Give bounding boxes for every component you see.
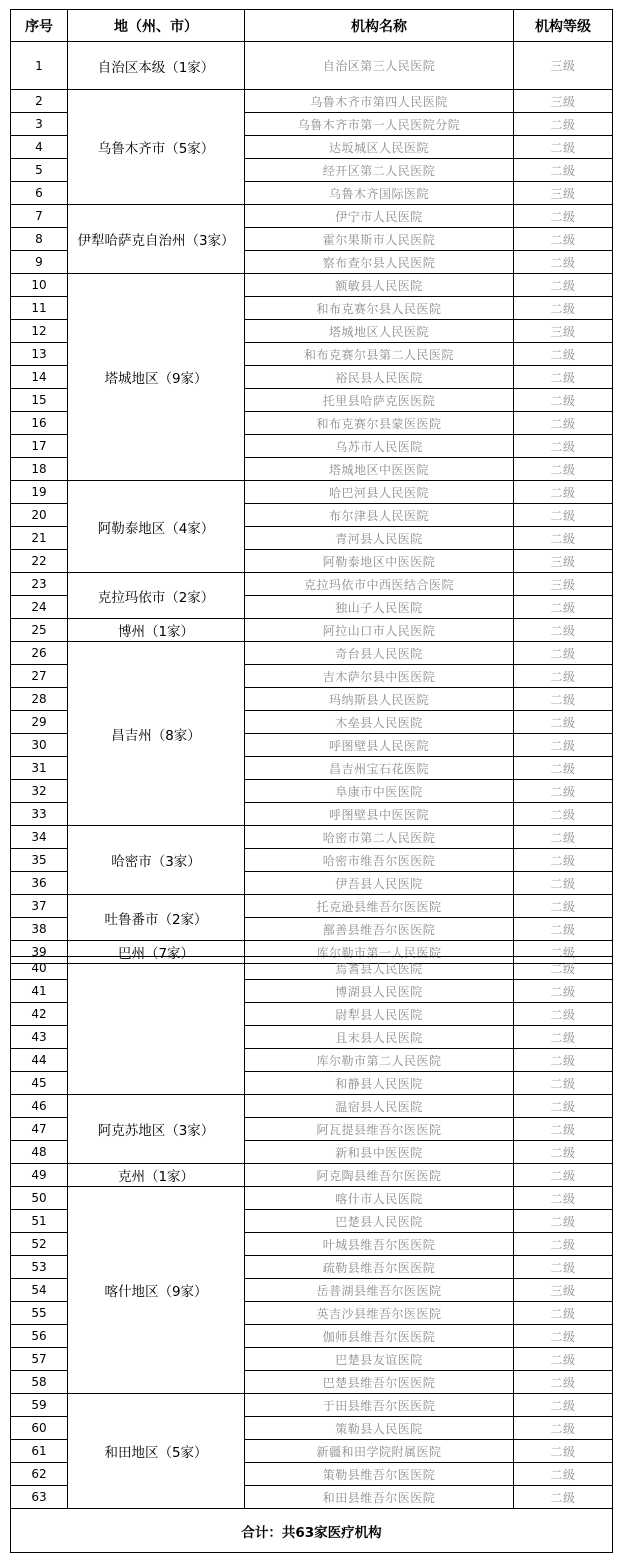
- institution-name: 达坂城区人民医院: [245, 136, 514, 159]
- row-index: 28: [11, 688, 68, 711]
- institution-name: 昌吉州宝石花医院: [245, 757, 514, 780]
- region-cell: 哈密市（3家）: [68, 826, 245, 895]
- region-cell: 和田地区（5家）: [68, 1394, 245, 1509]
- institution-name: 且末县人民医院: [245, 1026, 514, 1049]
- row-index: 37: [11, 895, 68, 918]
- region-cell: 巴州（7家）: [68, 941, 245, 964]
- table-row: [11, 1187, 613, 1210]
- institution-name: 塔城地区中医医院: [245, 458, 514, 481]
- institution-name: 自治区第三人民医院: [245, 42, 514, 90]
- institution-level: 二级: [514, 1187, 613, 1210]
- row-index: 19: [11, 481, 68, 504]
- row-index: 23: [11, 573, 68, 596]
- institution-level: 二级: [514, 1256, 613, 1279]
- institution-level: 二级: [514, 136, 613, 159]
- row-index: 5: [11, 159, 68, 182]
- institution-level: 二级: [514, 895, 613, 918]
- row-index: 8: [11, 228, 68, 251]
- row-index: 36: [11, 872, 68, 895]
- institution-level: 二级: [514, 1026, 613, 1049]
- row-index: 42: [11, 1003, 68, 1026]
- row-index: 25: [11, 619, 68, 642]
- institution-name: 阿瓦提县维吾尔医医院: [245, 1118, 514, 1141]
- header-row: [11, 10, 613, 42]
- region-cell: 乌鲁木齐市（5家）: [68, 90, 245, 205]
- row-index: 21: [11, 527, 68, 550]
- row-index: 51: [11, 1210, 68, 1233]
- row-index: 56: [11, 1325, 68, 1348]
- institution-level: 二级: [514, 412, 613, 435]
- institution-name: 新疆和田学院附属医院: [245, 1440, 514, 1463]
- institution-level: 二级: [514, 1164, 613, 1187]
- row-index: 52: [11, 1233, 68, 1256]
- table-row: [11, 642, 613, 665]
- header-index: 序号: [11, 10, 68, 42]
- institution-level: 三级: [514, 573, 613, 596]
- row-index: 31: [11, 757, 68, 780]
- institution-level: 二级: [514, 711, 613, 734]
- institution-level: 二级: [514, 205, 613, 228]
- table-row: [11, 481, 613, 504]
- institution-name: 巴楚县人民医院: [245, 1210, 514, 1233]
- institution-level: 二级: [514, 1440, 613, 1463]
- institution-level: 二级: [514, 596, 613, 619]
- region-cell: 吐鲁番市（2家）: [68, 895, 245, 941]
- region-cell: 昌吉州（8家）: [68, 642, 245, 826]
- row-index: 54: [11, 1279, 68, 1302]
- institution-name: 布尔津县人民医院: [245, 504, 514, 527]
- institution-name: 托克逊县维吾尔医医院: [245, 895, 514, 918]
- table-row: [11, 619, 613, 642]
- institution-level: 三级: [514, 182, 613, 205]
- institution-name: 鄯善县维吾尔医医院: [245, 918, 514, 941]
- row-index: 7: [11, 205, 68, 228]
- header-level: 机构等级: [514, 10, 613, 42]
- institution-name: 呼图壁县中医医院: [245, 803, 514, 826]
- institution-name: 克拉玛依市中西医结合医院: [245, 573, 514, 596]
- institution-level: 二级: [514, 481, 613, 504]
- institution-name: 新和县中医医院: [245, 1141, 514, 1164]
- institution-name: 伊宁市人民医院: [245, 205, 514, 228]
- institution-level: 二级: [514, 665, 613, 688]
- row-index: 38: [11, 918, 68, 941]
- institution-level: 二级: [514, 1371, 613, 1394]
- row-index: 33: [11, 803, 68, 826]
- institution-name: 温宿县人民医院: [245, 1095, 514, 1118]
- institution-level: 二级: [514, 849, 613, 872]
- row-index: 15: [11, 389, 68, 412]
- row-index: 24: [11, 596, 68, 619]
- row-index: 44: [11, 1049, 68, 1072]
- institution-level: 二级: [514, 1095, 613, 1118]
- table-row: [11, 90, 613, 113]
- institution-name: 额敏县人民医院: [245, 274, 514, 297]
- institution-level: 二级: [514, 113, 613, 136]
- institution-level: 二级: [514, 1463, 613, 1486]
- institution-name: 吉木萨尔县中医医院: [245, 665, 514, 688]
- institution-level: 二级: [514, 1325, 613, 1348]
- institution-level: 二级: [514, 159, 613, 182]
- institution-name: 塔城地区人民医院: [245, 320, 514, 343]
- row-index: 3: [11, 113, 68, 136]
- institution-level: 二级: [514, 435, 613, 458]
- row-index: 22: [11, 550, 68, 573]
- institution-name: 哈巴河县人民医院: [245, 481, 514, 504]
- row-index: 13: [11, 343, 68, 366]
- institution-name: 哈密市第二人民医院: [245, 826, 514, 849]
- institution-level: 二级: [514, 504, 613, 527]
- row-index: 26: [11, 642, 68, 665]
- row-index: 41: [11, 980, 68, 1003]
- institution-name: 策勒县维吾尔医医院: [245, 1463, 514, 1486]
- header-region: 地（州、市）: [68, 10, 245, 42]
- row-index: 2: [11, 90, 68, 113]
- row-index: 27: [11, 665, 68, 688]
- institution-level: 二级: [514, 366, 613, 389]
- institution-name: 呼图壁县人民医院: [245, 734, 514, 757]
- institution-name: 库尔勒市第一人民医院: [245, 941, 514, 964]
- institution-name: 乌鲁木齐市第一人民医院分院: [245, 113, 514, 136]
- table-row: [11, 1164, 613, 1187]
- institution-level: 二级: [514, 389, 613, 412]
- table-row: [11, 1394, 613, 1417]
- institution-level: 二级: [514, 957, 613, 980]
- row-index: 4: [11, 136, 68, 159]
- institution-level: 二级: [514, 228, 613, 251]
- institution-name: 玛纳斯县人民医院: [245, 688, 514, 711]
- institution-name: 独山子人民医院: [245, 596, 514, 619]
- region-cell: 阿克苏地区（3家）: [68, 1095, 245, 1164]
- institution-name: 阿勒泰地区中医医院: [245, 550, 514, 573]
- hospital-table-part-1: [10, 9, 613, 964]
- institution-level: 二级: [514, 1003, 613, 1026]
- institution-level: 二级: [514, 826, 613, 849]
- institution-name: 阿拉山口市人民医院: [245, 619, 514, 642]
- institution-level: 三级: [514, 320, 613, 343]
- institution-name: 岳普湖县维吾尔医医院: [245, 1279, 514, 1302]
- institution-level: 二级: [514, 274, 613, 297]
- region-cell: 阿勒泰地区（4家）: [68, 481, 245, 573]
- region-cell: 喀什地区（9家）: [68, 1187, 245, 1394]
- institution-level: 二级: [514, 688, 613, 711]
- row-index: 60: [11, 1417, 68, 1440]
- row-index: 9: [11, 251, 68, 274]
- institution-level: 二级: [514, 642, 613, 665]
- institution-level: 二级: [514, 918, 613, 941]
- region-cell: 克拉玛依市（2家）: [68, 573, 245, 619]
- institution-name: 青河县人民医院: [245, 527, 514, 550]
- row-index: 45: [11, 1072, 68, 1095]
- institution-name: 于田县维吾尔医医院: [245, 1394, 514, 1417]
- institution-name: 察布查尔县人民医院: [245, 251, 514, 274]
- row-index: 34: [11, 826, 68, 849]
- row-index: 32: [11, 780, 68, 803]
- institution-level: 二级: [514, 980, 613, 1003]
- institution-name: 乌鲁木齐国际医院: [245, 182, 514, 205]
- region-cell: [68, 957, 245, 1095]
- institution-name: 疏勒县维吾尔医医院: [245, 1256, 514, 1279]
- row-index: 63: [11, 1486, 68, 1509]
- institution-name: 尉犁县人民医院: [245, 1003, 514, 1026]
- row-index: 30: [11, 734, 68, 757]
- institution-level: 二级: [514, 734, 613, 757]
- institution-level: 二级: [514, 1118, 613, 1141]
- table-row: [11, 274, 613, 297]
- institution-name: 乌鲁木齐市第四人民医院: [245, 90, 514, 113]
- row-index: 14: [11, 366, 68, 389]
- row-index: 11: [11, 297, 68, 320]
- region-cell: 自治区本级（1家）: [68, 42, 245, 90]
- institution-level: 二级: [514, 1417, 613, 1440]
- row-index: 48: [11, 1141, 68, 1164]
- institution-level: 二级: [514, 780, 613, 803]
- institution-level: 二级: [514, 251, 613, 274]
- row-index: 39: [11, 941, 68, 964]
- row-index: 29: [11, 711, 68, 734]
- institution-name: 巴楚县维吾尔医医院: [245, 1371, 514, 1394]
- row-index: 46: [11, 1095, 68, 1118]
- header-institution-name: 机构名称: [245, 10, 514, 42]
- table-row: [11, 826, 613, 849]
- institution-name: 裕民县人民医院: [245, 366, 514, 389]
- region-cell: 塔城地区（9家）: [68, 274, 245, 481]
- row-index: 58: [11, 1371, 68, 1394]
- institution-name: 博湖县人民医院: [245, 980, 514, 1003]
- institution-level: 三级: [514, 1279, 613, 1302]
- institution-name: 阜康市中医医院: [245, 780, 514, 803]
- institution-level: 二级: [514, 297, 613, 320]
- row-index: 18: [11, 458, 68, 481]
- row-index: 40: [11, 957, 68, 980]
- institution-name: 霍尔果斯市人民医院: [245, 228, 514, 251]
- row-index: 35: [11, 849, 68, 872]
- table-row: [11, 895, 613, 918]
- institution-level: 二级: [514, 757, 613, 780]
- row-index: 57: [11, 1348, 68, 1371]
- institution-name: 伽师县维吾尔医医院: [245, 1325, 514, 1348]
- institution-name: 和静县人民医院: [245, 1072, 514, 1095]
- institution-level: 二级: [514, 1141, 613, 1164]
- row-index: 50: [11, 1187, 68, 1210]
- institution-name: 英吉沙县维吾尔医医院: [245, 1302, 514, 1325]
- row-index: 20: [11, 504, 68, 527]
- institution-level: 二级: [514, 941, 613, 964]
- table-row: [11, 205, 613, 228]
- institution-name: 叶城县维吾尔医医院: [245, 1233, 514, 1256]
- row-index: 47: [11, 1118, 68, 1141]
- institution-level: 二级: [514, 1394, 613, 1417]
- row-index: 12: [11, 320, 68, 343]
- institution-level: 三级: [514, 550, 613, 573]
- row-index: 59: [11, 1394, 68, 1417]
- region-cell: 伊犁哈萨克自治州（3家）: [68, 205, 245, 274]
- institution-name: 喀什市人民医院: [245, 1187, 514, 1210]
- institution-level: 二级: [514, 1072, 613, 1095]
- row-index: 53: [11, 1256, 68, 1279]
- institution-name: 托里县哈萨克医医院: [245, 389, 514, 412]
- row-index: 49: [11, 1164, 68, 1187]
- institution-level: 三级: [514, 42, 613, 90]
- institution-level: 二级: [514, 1486, 613, 1509]
- institution-level: 二级: [514, 872, 613, 895]
- institution-name: 库尔勒市第二人民医院: [245, 1049, 514, 1072]
- institution-name: 乌苏市人民医院: [245, 435, 514, 458]
- institution-name: 哈密市维吾尔医医院: [245, 849, 514, 872]
- table-row: [11, 42, 613, 90]
- institution-level: 二级: [514, 343, 613, 366]
- region-cell: 博州（1家）: [68, 619, 245, 642]
- institution-level: 二级: [514, 527, 613, 550]
- institution-name: 和布克赛尔县蒙医医院: [245, 412, 514, 435]
- institution-level: 二级: [514, 1348, 613, 1371]
- table-row: [11, 1095, 613, 1118]
- row-index: 61: [11, 1440, 68, 1463]
- hospital-table-part-2: [10, 956, 613, 1553]
- table-row: [11, 573, 613, 596]
- row-index: 17: [11, 435, 68, 458]
- institution-name: 策勒县人民医院: [245, 1417, 514, 1440]
- institution-level: 二级: [514, 458, 613, 481]
- institution-level: 三级: [514, 90, 613, 113]
- table-row: [11, 957, 613, 980]
- institution-level: 二级: [514, 1049, 613, 1072]
- institution-level: 二级: [514, 1210, 613, 1233]
- region-cell: 克州（1家）: [68, 1164, 245, 1187]
- institution-name: 经开区第二人民医院: [245, 159, 514, 182]
- institution-name: 阿克陶县维吾尔医医院: [245, 1164, 514, 1187]
- institution-level: 二级: [514, 1233, 613, 1256]
- institution-name: 和布克赛尔县第二人民医院: [245, 343, 514, 366]
- total-summary: 合计：共63家医疗机构: [11, 1509, 613, 1553]
- row-index: 16: [11, 412, 68, 435]
- institution-name: 木垒县人民医院: [245, 711, 514, 734]
- row-index: 1: [11, 42, 68, 90]
- institution-name: 焉耆县人民医院: [245, 957, 514, 980]
- institution-name: 伊吾县人民医院: [245, 872, 514, 895]
- institution-name: 奇台县人民医院: [245, 642, 514, 665]
- institution-level: 二级: [514, 803, 613, 826]
- institution-level: 二级: [514, 1302, 613, 1325]
- row-index: 10: [11, 274, 68, 297]
- institution-name: 巴楚县友谊医院: [245, 1348, 514, 1371]
- institution-level: 二级: [514, 619, 613, 642]
- institution-name: 和布克赛尔县人民医院: [245, 297, 514, 320]
- row-index: 43: [11, 1026, 68, 1049]
- row-index: 55: [11, 1302, 68, 1325]
- row-index: 62: [11, 1463, 68, 1486]
- institution-name: 和田县维吾尔医医院: [245, 1486, 514, 1509]
- row-index: 6: [11, 182, 68, 205]
